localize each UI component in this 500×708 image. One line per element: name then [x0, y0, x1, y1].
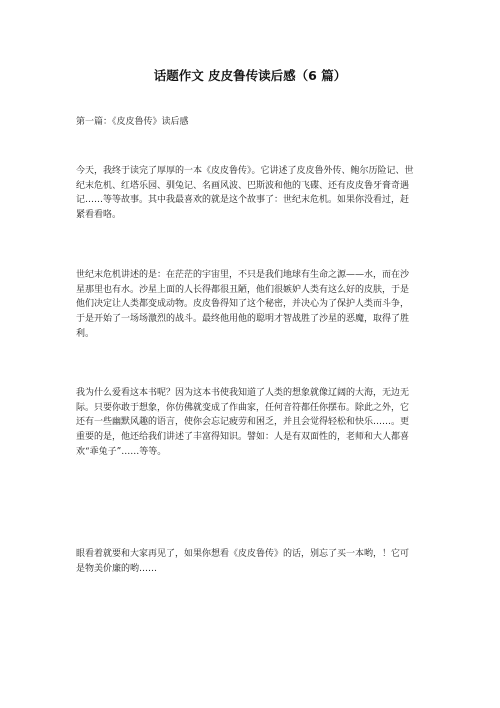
paragraph-line: 利。	[76, 328, 95, 339]
paragraph-line: 际。只要你敢于想象，你仿佛就变成了作曲家，任何音符都任你摆布。除此之外，它	[76, 402, 410, 413]
paragraph-line: 还有一些幽默风趣的语言，使你会忘记疲劳和困乏，并且会觉得轻松和快乐……。更	[76, 417, 410, 428]
paragraph-line: 星那里也有水。沙星上面的人长得都很丑陋，他们很嫉妒人类有这么好的皮肤，于是	[76, 284, 410, 295]
paragraph-3	[76, 386, 428, 460]
paragraph-4	[76, 547, 428, 576]
paragraph-line: 世纪末危机讲述的是：在茫茫的宇宙里，不只是我们地球有生命之源——水，而在沙	[76, 270, 410, 280]
paragraph-line: 是物美价廉的哟……	[76, 563, 158, 574]
paragraph-line: 紧看看咯。	[76, 210, 122, 221]
paragraph-2	[76, 268, 428, 342]
paragraph-line: 纪末危机、红塔乐园、驯兔记、名画风波、巴斯波和他的飞碟、还有皮皮鲁牙膏奇遇	[76, 180, 410, 191]
paragraph-line: 记……等等故事。其中我最喜欢的就是这个故事了：世纪末危机。如果你没看过，赶	[76, 195, 410, 206]
paragraph-line: 眼看着就要和大家再见了，如果你想看《皮皮鲁传》的话，别忘了买一本哟，！它可	[76, 549, 410, 559]
paragraph-line: 欢“乖兔子”……等等。	[76, 446, 167, 457]
paragraph-line: 他们决定让人类都变成动物。皮皮鲁得知了这个秘密，并决心为了保护人类而斗争，	[76, 299, 410, 310]
paragraph-line: 于是开始了一场场激烈的战斗。最终他用他的聪明才智战胜了沙星的恶魔，取得了胜	[76, 314, 410, 325]
paragraph-line: 今天，我终于读完了厚厚的一本《皮皮鲁传》。它讲述了皮皮鲁外传、鲍尔历险记、世	[76, 166, 414, 176]
document-title: 话题作文 皮皮鲁传读后感（6 篇）	[153, 68, 347, 83]
paragraph-line: 重要的是，他还给我们讲述了丰富得知识。譬如：人是有双面性的，老师和大人都喜	[76, 432, 410, 443]
paragraph-line: 我为什么爱看这本书呢？因为这本书使我知道了人类的想象就像辽阔的大海，无边无	[76, 388, 410, 398]
paragraph-1	[76, 164, 428, 223]
section-heading: 第一篇：《皮皮鲁传》读后感	[76, 117, 189, 127]
